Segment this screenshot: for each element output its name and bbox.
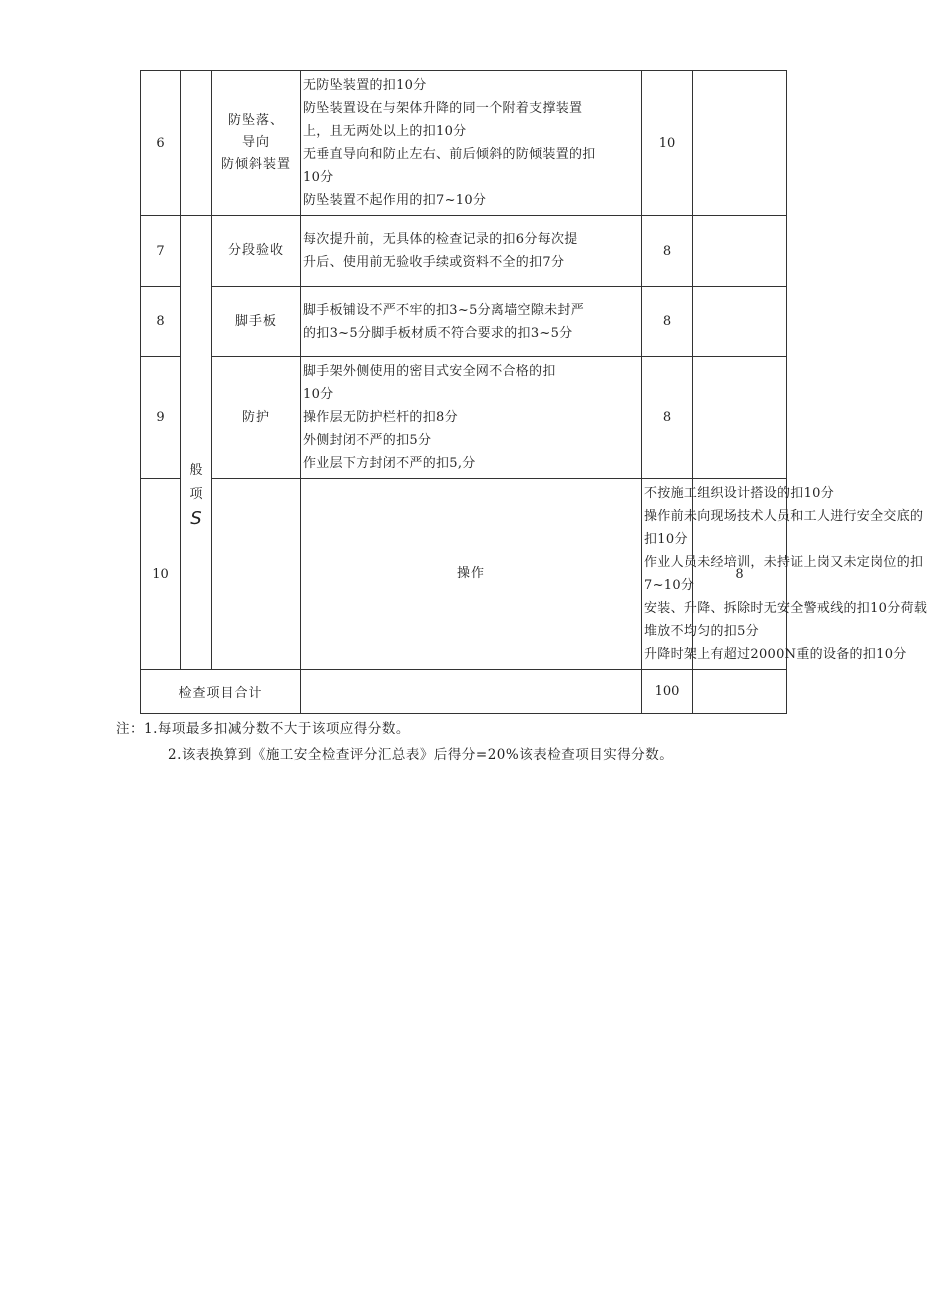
standard-line: 不按施工组织设计搭设的扣10分 — [644, 486, 835, 501]
standard-line: 操作层无防护栏杆的扣8分 — [303, 410, 458, 425]
category-cell-blank — [212, 479, 301, 670]
standard-line: 无垂直导向和防止左右、前后倾斜的防倾装置的扣 — [303, 147, 596, 162]
actual-score — [693, 216, 787, 287]
table-row — [141, 479, 787, 670]
item-line: 导向 — [241, 135, 270, 150]
total-label: 检查项目合计 — [141, 670, 301, 714]
row-number: 8 — [141, 287, 181, 357]
max-score: 8 — [642, 287, 693, 357]
standard-line: 脚手板铺设不严不牢的扣3~5分离墙空隙未封严 — [303, 302, 585, 318]
standard-line: 堆放不均匀的扣5分 — [644, 624, 759, 639]
deduction-standard — [301, 357, 642, 479]
row-number: 6 — [141, 71, 181, 216]
row-number: 10 — [141, 479, 181, 670]
table-row — [141, 357, 787, 479]
standard-line: 的扣3~5分脚手板材质不符合要求的扣3~5分 — [303, 325, 573, 341]
inspection-item — [212, 287, 301, 357]
table-row — [141, 216, 787, 287]
max-score: 10 — [642, 71, 693, 216]
inspection-item — [212, 71, 301, 216]
max-score: 8 — [642, 216, 693, 287]
table-body — [141, 71, 927, 714]
category-char: 项 — [189, 486, 203, 502]
standard-line: 作业层下方封闭不严的扣5,分 — [303, 456, 476, 471]
inspection-item — [212, 216, 301, 287]
deduction-standard — [301, 287, 642, 357]
total-row — [141, 670, 787, 714]
standard-line: 上，且无两处以上的扣10分 — [303, 124, 467, 139]
inspection-score-table — [140, 70, 927, 714]
item-line: 防护 — [241, 409, 270, 425]
category-cell-blank — [181, 71, 212, 216]
item-line: 分段验收 — [227, 243, 284, 258]
standard-line: 无防坠装置的扣10分 — [303, 78, 427, 93]
standard-line: 防坠装置不起作用的扣7~10分 — [303, 193, 487, 208]
standard-line: 升降时架上有超过2000N重的设备的扣10分 — [644, 647, 907, 662]
row-number: 7 — [141, 216, 181, 287]
category-char: 般 — [189, 462, 203, 478]
actual-score — [693, 357, 787, 479]
actual-score — [693, 287, 787, 357]
actual-score — [693, 71, 787, 216]
table-row — [141, 71, 787, 216]
note-1: 注：1.每项最多扣减分数不大于该项应得分数。 — [116, 721, 410, 737]
inspection-item — [301, 479, 642, 670]
standard-line: 每次提升前，无具体的检查记录的扣6分每次提 — [303, 232, 578, 247]
category-cell — [181, 216, 212, 670]
inspection-item — [212, 357, 301, 479]
standard-line: 升后、使用前无验收手续或资料不全的扣7分 — [303, 255, 565, 270]
score-table — [140, 70, 927, 714]
standard-line: 防坠装置设在与架体升降的同一个附着支撑装置 — [303, 101, 583, 116]
item-line: 操作 — [456, 566, 485, 581]
item-line: 防倾斜装置 — [220, 157, 291, 172]
standard-line: 外侧封闭不严的扣5分 — [303, 433, 432, 448]
standard-line: 扣10分 — [644, 532, 688, 547]
deduction-standard — [301, 71, 642, 216]
total-actual-score — [693, 670, 787, 714]
total-standard-blank — [301, 670, 642, 714]
standard-line: 脚手架外侧使用的密目式安全网不合格的扣 — [303, 364, 556, 379]
row-number: 9 — [141, 357, 181, 479]
item-line: 防坠落、 — [227, 113, 284, 128]
table-row — [141, 287, 787, 357]
standard-line: 作业人员未经培训，未持证上岗又未定岗位的扣 — [644, 555, 924, 570]
standard-line: 10分 — [303, 170, 334, 185]
category-char: S — [190, 507, 202, 529]
note-2: 2.该表换算到《施工安全检查评分汇总表》后得分=20%该表检查项目实得分数。 — [168, 747, 674, 763]
standard-line: 10分 — [303, 387, 334, 402]
deduction-standard — [642, 479, 927, 670]
standard-line: 安装、升降、拆除时无安全警戒线的扣10分荷载 — [644, 601, 927, 616]
total-score: 100 — [642, 670, 693, 714]
standard-line: 7~10分 — [644, 578, 695, 593]
standard-line: 操作前未向现场技术人员和工人进行安全交底的 — [644, 509, 924, 524]
max-score: 8 — [642, 357, 693, 479]
item-line: 脚手板 — [234, 313, 277, 329]
max-score: 8 — [693, 479, 787, 670]
deduction-standard — [301, 216, 642, 287]
table-notes — [116, 716, 816, 768]
